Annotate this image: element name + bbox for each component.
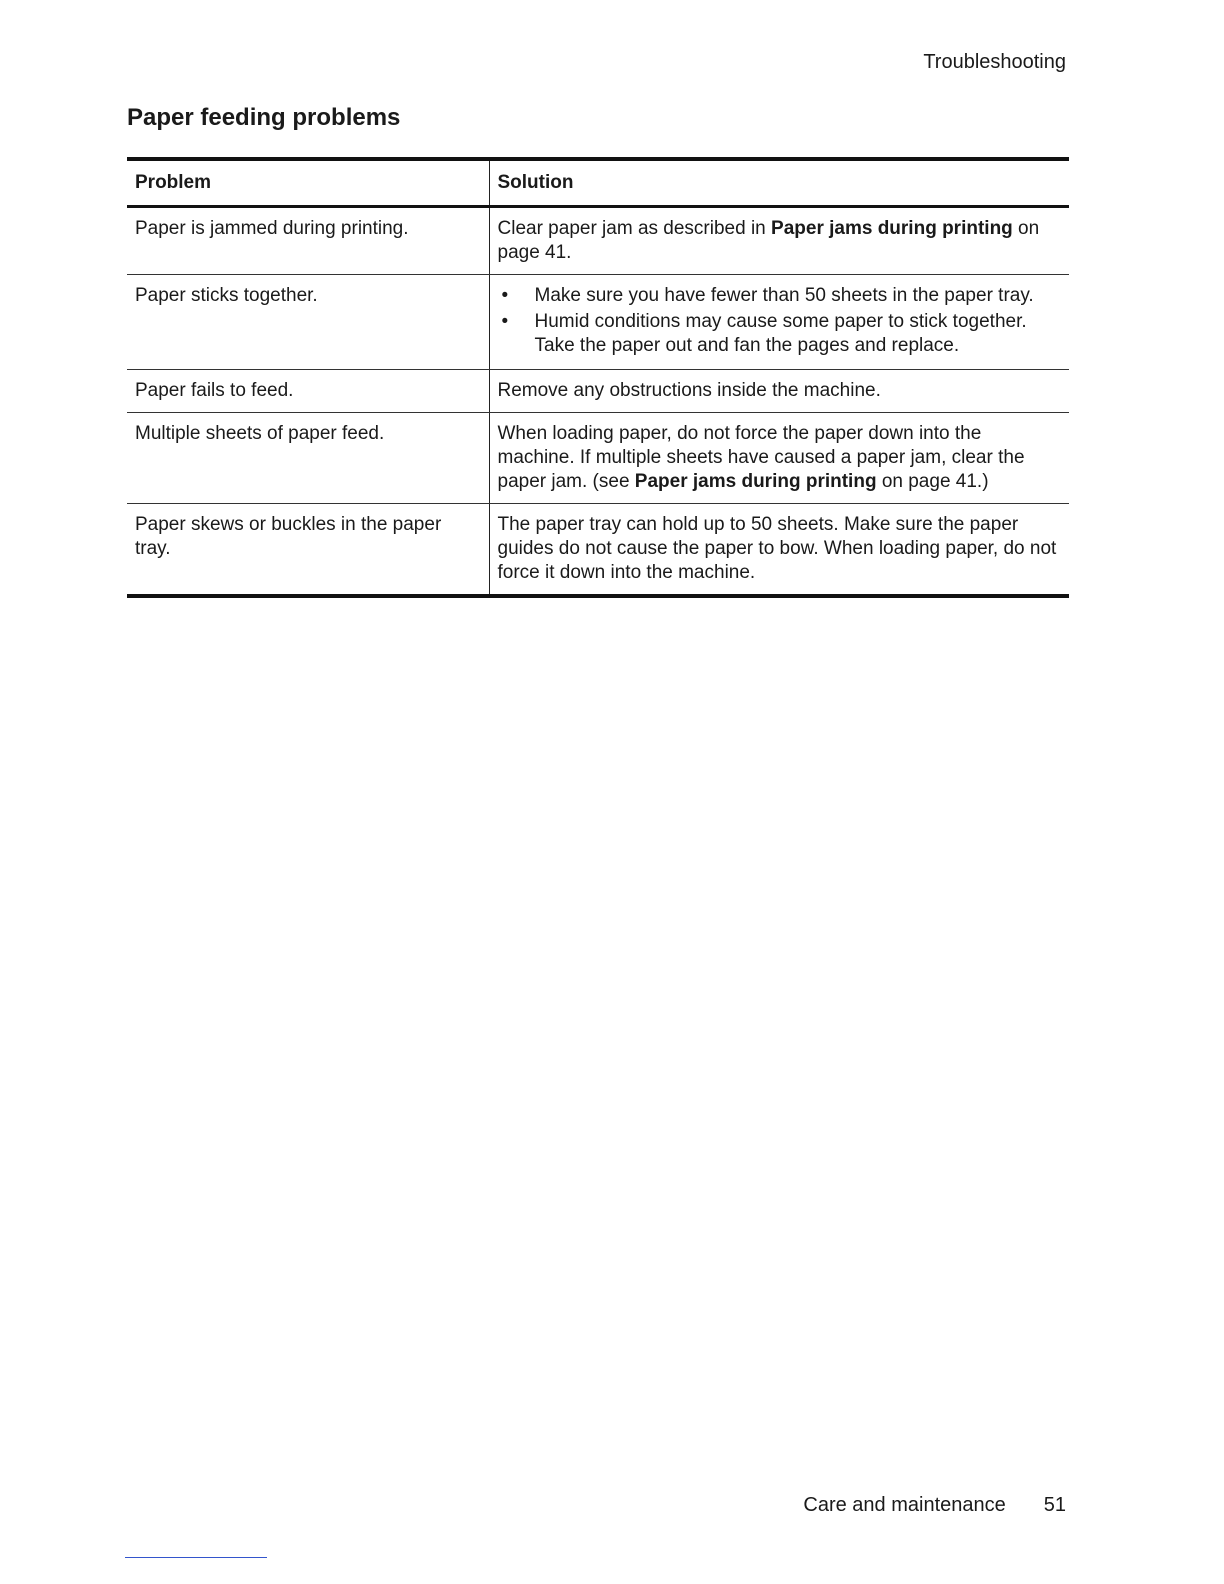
cross-reference-link[interactable]: Paper jams during printing [771, 218, 1013, 239]
page-number: 51 [1043, 1494, 1066, 1516]
table-row [127, 370, 1069, 413]
table-row [127, 504, 1069, 597]
solution-cell [489, 207, 1069, 275]
problem-cell: Paper skews or buckles in the paper tray. [127, 504, 489, 597]
footer-section-name: Care and maintenance [803, 1494, 1006, 1516]
column-header-problem: Problem [127, 159, 489, 207]
solution-cell: The paper tray can hold up to 50 sheets. Make sure the paper guides do not cause the paper to bow. When loading paper, do not force it down into the machine. [489, 504, 1069, 597]
cross-reference-link[interactable]: Paper jams during printing [634, 471, 877, 492]
table-row [127, 207, 1069, 275]
problem-cell: Paper fails to feed. [127, 370, 489, 413]
bullet-item [498, 310, 1062, 358]
page-footer [803, 1494, 1066, 1517]
solution-bullet-list [498, 284, 1062, 358]
solution-text: Clear paper jam as described in [497, 218, 772, 239]
bullet-icon: • [501, 311, 509, 332]
footnote-divider [125, 1557, 267, 1558]
column-header-solution: Solution [489, 159, 1069, 207]
bullet-text: Humid conditions may cause some paper to stick together. Take the paper out and fan the pages and replace. [534, 311, 1027, 356]
problem-cell: Paper is jammed during printing. [127, 207, 489, 275]
problem-cell: Multiple sheets of paper feed. [127, 413, 489, 504]
solution-text: on page 41.) [876, 471, 989, 492]
solution-cell: Remove any obstructions inside the machine. [489, 370, 1069, 413]
table-row [127, 275, 1069, 370]
bullet-icon: • [501, 285, 509, 306]
section-title: Paper feeding problems [127, 104, 401, 131]
running-header: Troubleshooting [923, 51, 1066, 73]
bullet-text: Make sure you have fewer than 50 sheets in the paper tray. [534, 285, 1034, 306]
troubleshooting-table [127, 157, 1069, 598]
bullet-item [498, 284, 1062, 308]
problem-cell: Paper sticks together. [127, 275, 489, 370]
solution-text: on page 41. [497, 218, 1040, 263]
solution-cell [489, 413, 1069, 504]
solution-text: When loading paper, do not force the paper down into the machine. If multiple sheets have caused a paper jam, clear the paper jam. (see [497, 423, 1025, 492]
solution-cell [489, 275, 1069, 370]
table-header-row [127, 159, 1069, 207]
paper-feeding-table [127, 157, 1069, 598]
table-row [127, 413, 1069, 504]
